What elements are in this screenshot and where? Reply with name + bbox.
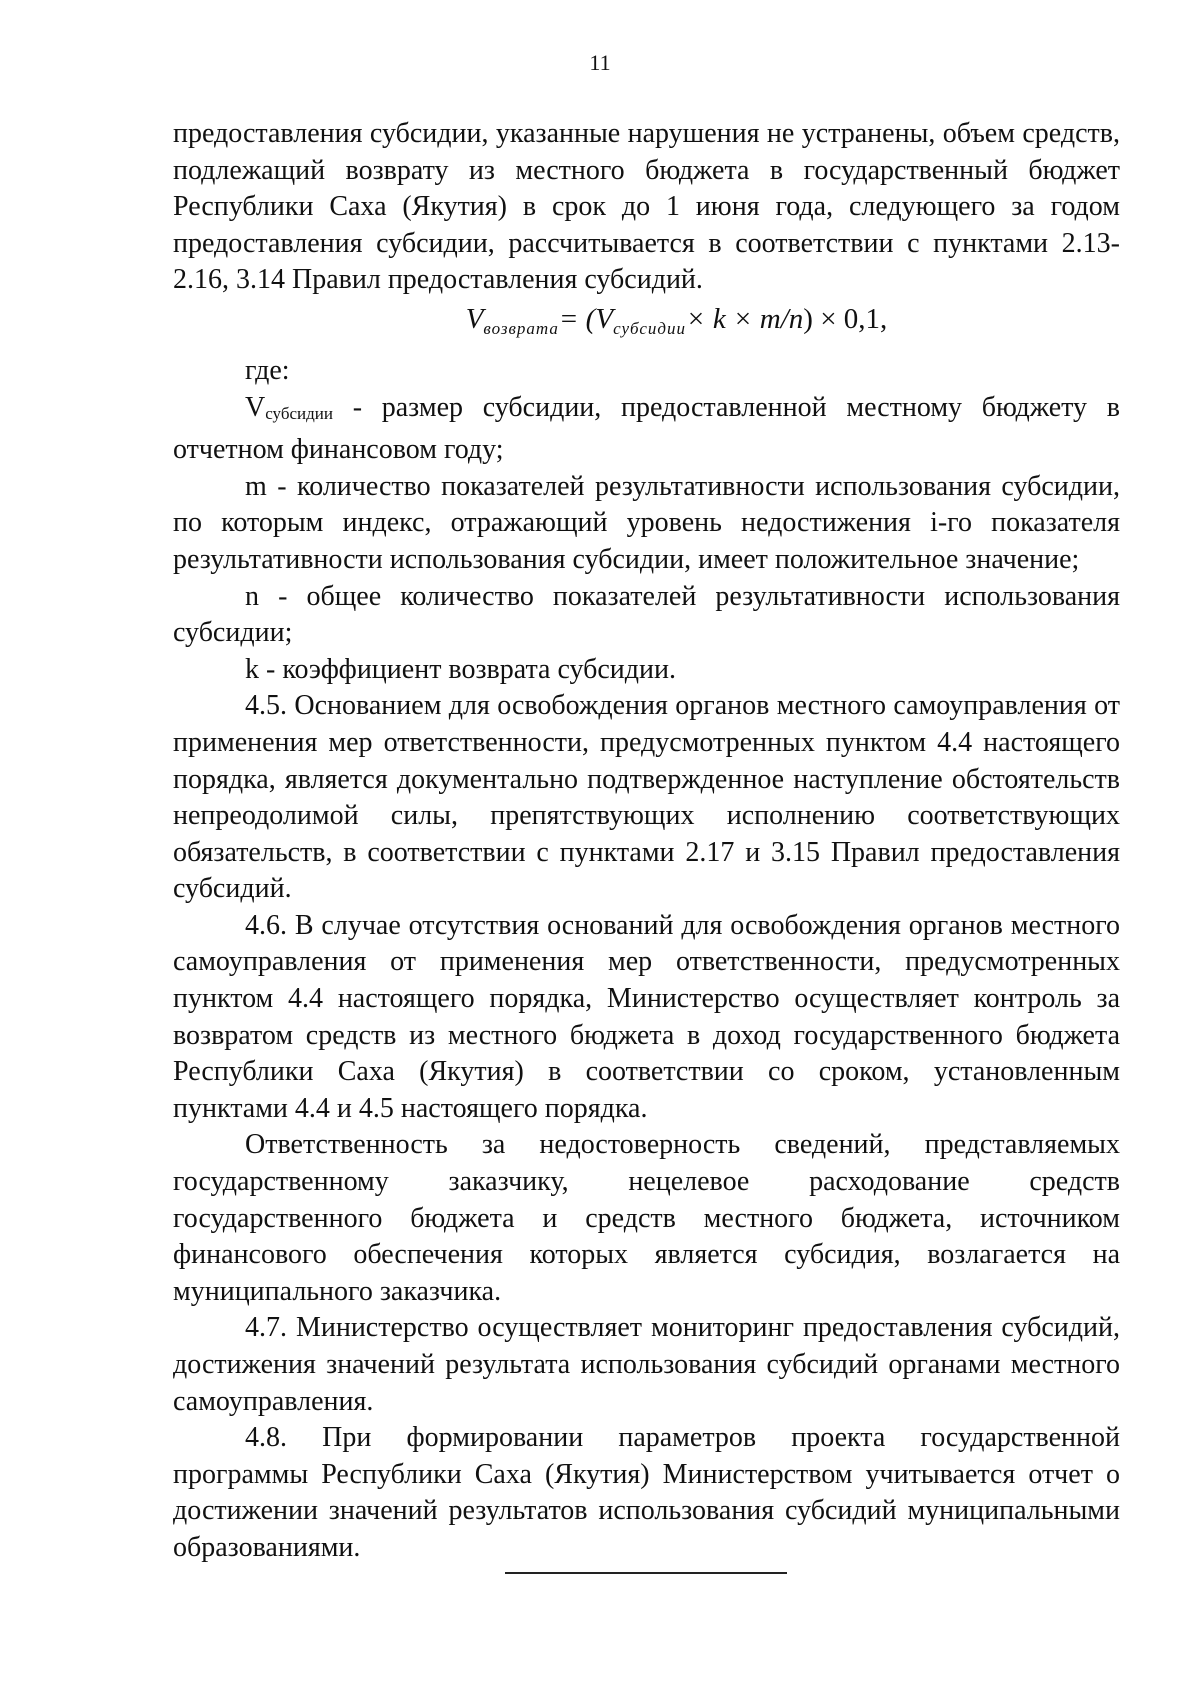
formula-factors: × k × m/n <box>686 302 804 335</box>
formula-close: ) × 0,1, <box>803 302 888 335</box>
definition-v-text: - размер субсидии, предоставленной местному бюджету в отчетном финансовом году; <box>173 391 1120 466</box>
definition-v-sub: субсидии <box>265 403 333 423</box>
definition-v-letter: V <box>245 391 266 423</box>
formula-sub-subsidy: субсидии <box>613 318 687 338</box>
where-label: где: <box>245 354 290 386</box>
definition-k: k - коэффициент возврата субсидии. <box>245 653 677 685</box>
formula-equals: = (V <box>558 302 614 335</box>
paragraph-4-5: 4.5. Основанием для освобождения органов местного самоуправления от применения мер ответственности, предусмотренных пунктом 4.4 настоящего порядка, является документально подтвержденное наступление обстоятельств непреодолимой силы, препятствующих исполнению соответствующих обязательств, в соответствии с пунктами 2.17 и 3.15 Правил предоставления субсидий. <box>173 690 1120 905</box>
paragraph-4-7: 4.7. Министерство осуществляет мониторинг предоставления субсидий, достижения значений результата использования субсидий органами местного самоуправления. <box>173 1312 1120 1417</box>
paragraph-responsibility: Ответственность за недостоверность сведений, представляемых государственному заказчику, нецелевое расходование средств государственного бюджета и средств местного бюджета, источником финансового обеспечения которых является субсидия, возлагается на муниципального заказчика. <box>173 1129 1120 1307</box>
paragraph-continuation: предоставления субсидии, указанные нарушения не устранены, объем средств, подлежащий возврату из местного бюджета в государственный бюджет Республики Саха (Якутия) в срок до 1 июня года, следующего за годом предоставления субсидии, рассчитывается в соответствии с пунктами 2.13-2.16, 3.14 Правил предоставления субсидий. <box>173 118 1120 296</box>
definition-m: m - количество показателей результативности использования субсидии, по которым индекс, отражающий уровень недостижения i-го показателя результативности использования субсидии, имеет положительное значение; <box>173 470 1120 575</box>
definition-v <box>173 390 1120 469</box>
paragraph-4-8: 4.8. При формировании параметров проекта государственной программы Республики Саха (Якутия) Министерством учитывается отчет о достижении значений результатов использования субсидий муниципальными образованиями. <box>173 1422 1120 1563</box>
formula-sub-return: возврата <box>483 318 559 338</box>
formula-v: V <box>465 302 484 335</box>
paragraph-4-6: 4.6. В случае отсутствия оснований для освобождения органов местного самоуправления от применения мер ответственности, предусмотренных пунктом 4.4 настоящего порядка, Министерство осуществляет контроль за возвратом средств из местного бюджета в доход государственного бюджета Республики Саха (Якутия) в соответствии со сроком, установленным пунктами 4.4 и 4.5 настоящего порядка. <box>173 909 1120 1124</box>
return-formula <box>233 299 1120 349</box>
definition-n: n - общее количество показателей результативности использования субсидии; <box>173 580 1120 649</box>
end-divider-line <box>505 1572 787 1574</box>
document-body <box>173 116 1120 1567</box>
page-number: 11 <box>589 50 611 75</box>
